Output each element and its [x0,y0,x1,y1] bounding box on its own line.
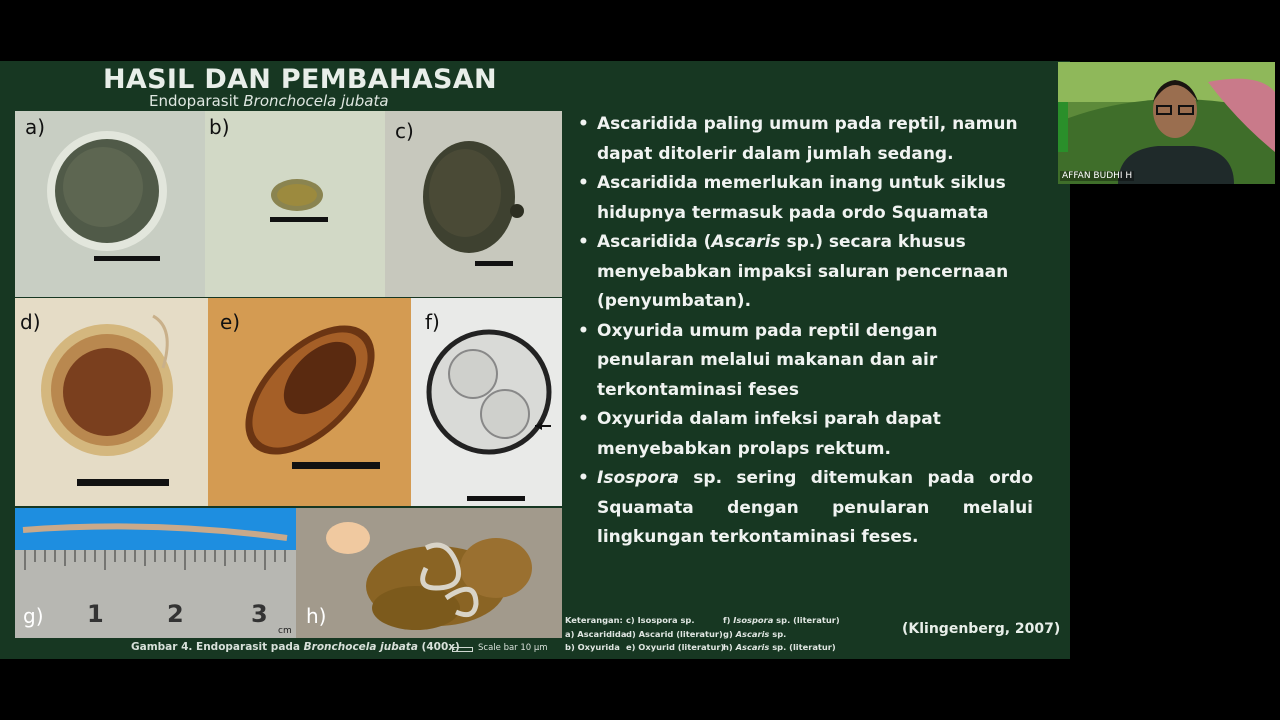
panel-label-f: f) [425,310,440,334]
figure-caption: Gambar 4. Endoparasit pada Bronchocela jubata (400x) [131,641,460,653]
scale-bar-d [77,479,169,486]
panel-label-b: b) [209,115,230,139]
panel-a-image [15,111,205,297]
participant-video-tile[interactable] [1058,62,1275,184]
legend-a: a) Ascaridida [565,628,627,639]
ruler-number-2: 2 [167,600,184,628]
bullet-item: • Ascaridida paling umum pada reptil, namun dapat ditolerir dalam jumlah sedang. [578,110,1033,169]
egg-b-illustration [205,111,385,297]
ruler-number-3: 3 [251,600,268,628]
panel-d-image [15,298,208,506]
scale-bar-c [475,261,513,266]
participant-name: AFFAN BUDHI H [1062,171,1133,181]
panel-h-image [296,508,562,638]
panel-label-a: a) [25,115,46,139]
panel-label-d: d) [20,310,41,334]
legend-g: g) Ascaris sp. [723,628,787,639]
ruler-number-1: 1 [87,600,104,628]
citation: (Klingenberg, 2007) [902,621,1061,637]
participant-video-feed [1058,62,1275,184]
slide-title: HASIL DAN PEMBAHASAN [103,64,497,95]
bullet-item: • Oxyurida dalam infeksi parah dapat menyebabkan prolaps rektum. [578,405,1033,464]
scale-bar-b [270,217,328,222]
scale-bar-a [94,256,160,261]
bullet-item: • Isospora sp. sering ditemukan pada ordo Squamata dengan penularan melalui lingkungan terkontaminasi feses. [578,464,1033,553]
panel-b-image [205,111,385,297]
legend-e: e) Oxyurid (literatur) [626,642,725,652]
panel-f-image [411,298,562,506]
panel-e-image [208,298,411,506]
legend-d: d) Ascarid (literatur) [626,628,723,639]
scale-bar-legend-text: Scale bar 10 μm [478,643,548,653]
ruler-unit: cm [278,626,292,636]
panel-label-e: e) [220,310,241,334]
bullet-item: • Oxyurida umum pada reptil dengan penularan melalui makanan dan air terkontaminasi feses [578,317,1033,406]
scale-bar-legend-line [452,647,473,652]
egg-d-illustration [15,298,208,506]
bullet-item: • Ascaridida memerlukan inang untuk siklus hidupnya termasuk pada ordo Squamata [578,169,1033,228]
legend-h: h) Ascaris sp. (literatur) [723,642,836,652]
legend-b: b) Oxyurida [565,642,620,652]
panel-label-g: g) [23,604,44,628]
bullet-item: • Ascaridida (Ascaris sp.) secara khusus menyebabkan impaksi saluran pencernaan (penyumbatan). [578,228,1033,317]
panel-c-image [385,111,562,297]
scale-bar-e [292,462,380,469]
panel-label-c: c) [395,119,414,143]
panel-label-h: h) [306,604,327,628]
scale-bar-f [467,496,525,501]
legend-title: Keterangan: [565,615,623,625]
legend-f: f) Isospora sp. (literatur) [723,615,840,625]
panel-g-image [15,508,296,638]
bullet-list [578,110,1033,553]
legend-c: c) Isospora sp. [626,615,695,625]
worms-h-illustration [296,508,562,638]
slide-subtitle: Endoparasit Bronchocela jubata [149,92,389,110]
